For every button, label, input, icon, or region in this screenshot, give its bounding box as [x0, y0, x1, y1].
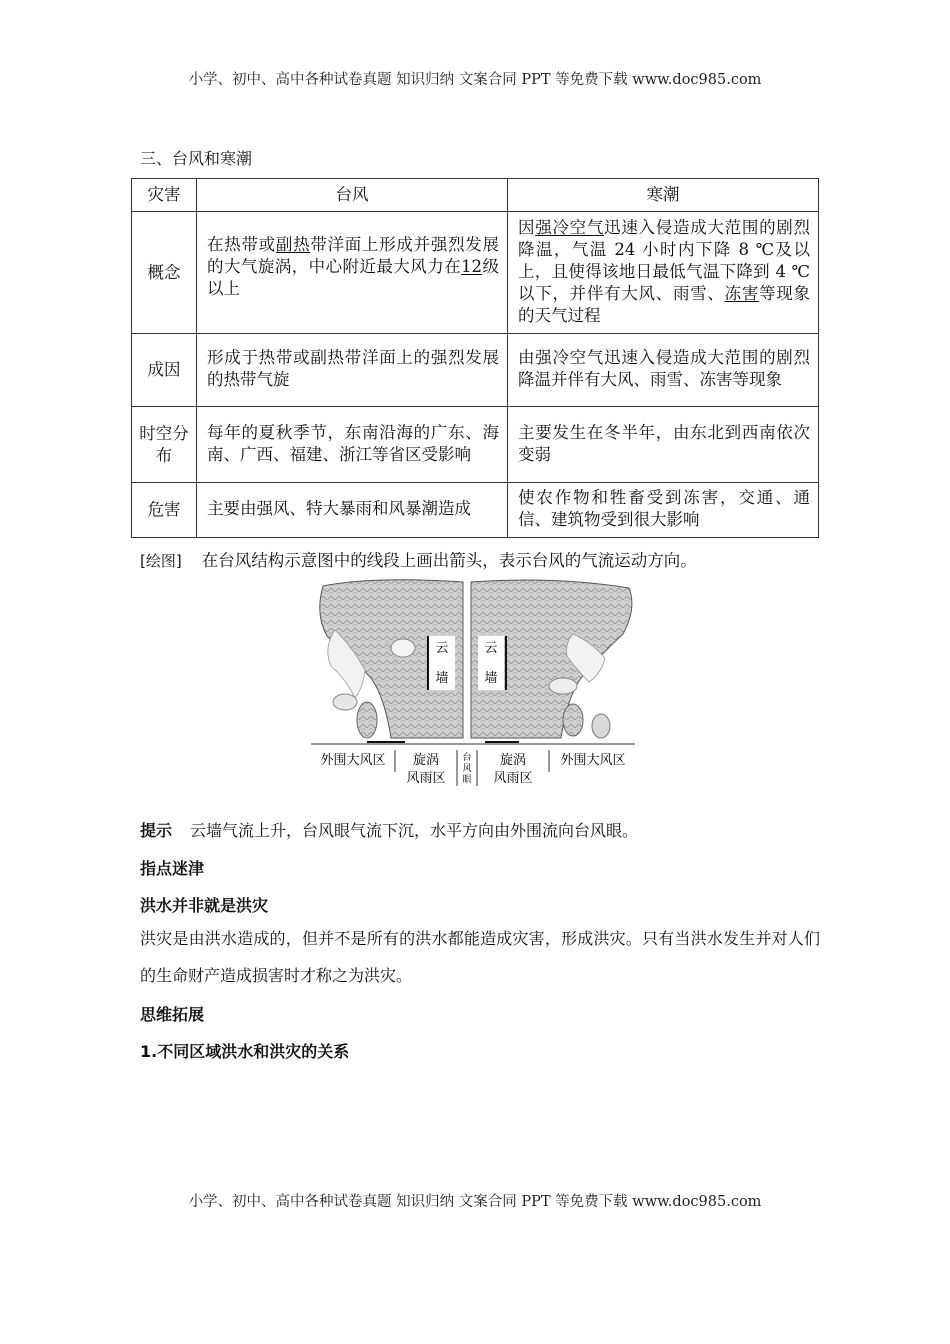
- page-header: 小学、初中、高中各种试卷真题 知识归纳 文案合同 PPT 等免费下载 www.doc985.com: [188, 72, 762, 88]
- comparison-table: [131, 178, 819, 538]
- row-label: 成因: [132, 334, 197, 407]
- text: 等现象的天气过程: [518, 283, 810, 325]
- region-labels: [320, 751, 625, 786]
- outer-right-label: 外围大风区: [560, 753, 626, 768]
- underlined-text: 冻害: [724, 283, 760, 303]
- typhoon-distribution: 每年的夏秋季节，东南沿海的广东、海南、广西、福建、浙江等省区受影响: [197, 407, 508, 483]
- typhoon-diagram: [305, 578, 645, 790]
- vortex-left-label: 风雨区: [406, 771, 446, 786]
- text: 迅速入侵造成大范围的剧烈降温，气温 24 小时内下降 8 ℃及以上，且使得该地日最低气温下降到 4 ℃以下，并伴有大风、雨雪、: [518, 217, 810, 303]
- hint-tag: 提示: [140, 821, 173, 840]
- coldwave-distribution: 主要发生在冬半年，由东北到西南依次变弱: [508, 407, 819, 483]
- row-label: 危害: [132, 483, 197, 538]
- row-label: 时空分布: [132, 407, 197, 483]
- hint: [140, 818, 638, 841]
- coldwave-hazard: 使农作物和牲畜受到冻害，交通、通信、建筑物受到很大影响: [508, 483, 819, 538]
- wall-label: 云: [435, 641, 449, 656]
- cloud-wall-left: [428, 636, 455, 690]
- text: 在热带或: [207, 235, 276, 254]
- row-label: 概念: [132, 212, 197, 334]
- eye-label: 风: [462, 764, 472, 774]
- underlined-text: 12: [461, 257, 483, 276]
- typhoon-structure-figure: [305, 578, 645, 790]
- table-row: [132, 483, 819, 538]
- drawing-tag: [绘图]: [140, 552, 182, 570]
- header-coldwave: 寒潮: [508, 179, 819, 212]
- section-title: 三、台风和寒潮: [140, 149, 253, 168]
- drawing-instruction: [140, 547, 697, 571]
- hint-text: 云墙气流上升，台风眼气流下沉，水平方向由外围流向台风眼。: [190, 821, 639, 840]
- text: 因: [518, 217, 536, 237]
- vortex-left-label: 旋涡: [412, 753, 440, 768]
- outer-left-label: 外围大风区: [320, 753, 386, 768]
- wall-label: 云: [484, 641, 498, 656]
- table-row: [132, 407, 819, 483]
- coldwave-concept: [508, 212, 819, 334]
- text: 带洋面上形成并强烈发展的大气旋涡，中心附近最大风力在: [207, 235, 499, 276]
- header-typhoon: 台风: [197, 179, 508, 212]
- underlined-text: 强冷空气: [535, 217, 605, 237]
- drawing-text: 在台风结构示意图中的线段上画出箭头，表示台风的气流运动方向。: [201, 551, 697, 570]
- eye-label: 台: [462, 753, 472, 763]
- typhoon-concept: [197, 212, 508, 334]
- table-row: [132, 334, 819, 407]
- text: 级以上: [207, 257, 499, 298]
- vortex-right-label: 风雨区: [493, 771, 533, 786]
- wall-label: 墙: [435, 671, 449, 686]
- table-row: [132, 212, 819, 334]
- table-header-row: [132, 179, 819, 212]
- flood-heading: 洪水并非就是洪灾: [140, 896, 269, 915]
- extension-heading: 思维拓展: [140, 1005, 205, 1024]
- page-footer: 小学、初中、高中各种试卷真题 知识归纳 文案合同 PPT 等免费下载 www.doc985.com: [188, 1194, 762, 1210]
- cloud-wall-right: [478, 636, 506, 690]
- eye-label: 眼: [462, 775, 472, 785]
- vortex-right-label: 旋涡: [499, 753, 527, 768]
- tips-heading: 指点迷津: [140, 859, 205, 878]
- typhoon-cause: 形成于热带或副热带洋面上的强烈发展的热带气旋: [197, 334, 508, 407]
- coldwave-cause: 由强冷空气迅速入侵造成大范围的剧烈降温并伴有大风、雨雪、冻害等现象: [508, 334, 819, 407]
- extension-item: 1.不同区域洪水和洪灾的关系: [140, 1042, 350, 1061]
- flood-paragraph: 洪灾是由洪水造成的，但并不是所有的洪水都能造成灾害，形成洪灾。只有当洪水发生并对人们的生命财产造成损害时才称之为洪灾。: [140, 929, 820, 985]
- typhoon-hazard: 主要由强风、特大暴雨和风暴潮造成: [197, 483, 508, 538]
- wall-label: 墙: [484, 671, 498, 686]
- underlined-text: 副热: [275, 235, 311, 254]
- header-disaster: 灾害: [132, 179, 197, 212]
